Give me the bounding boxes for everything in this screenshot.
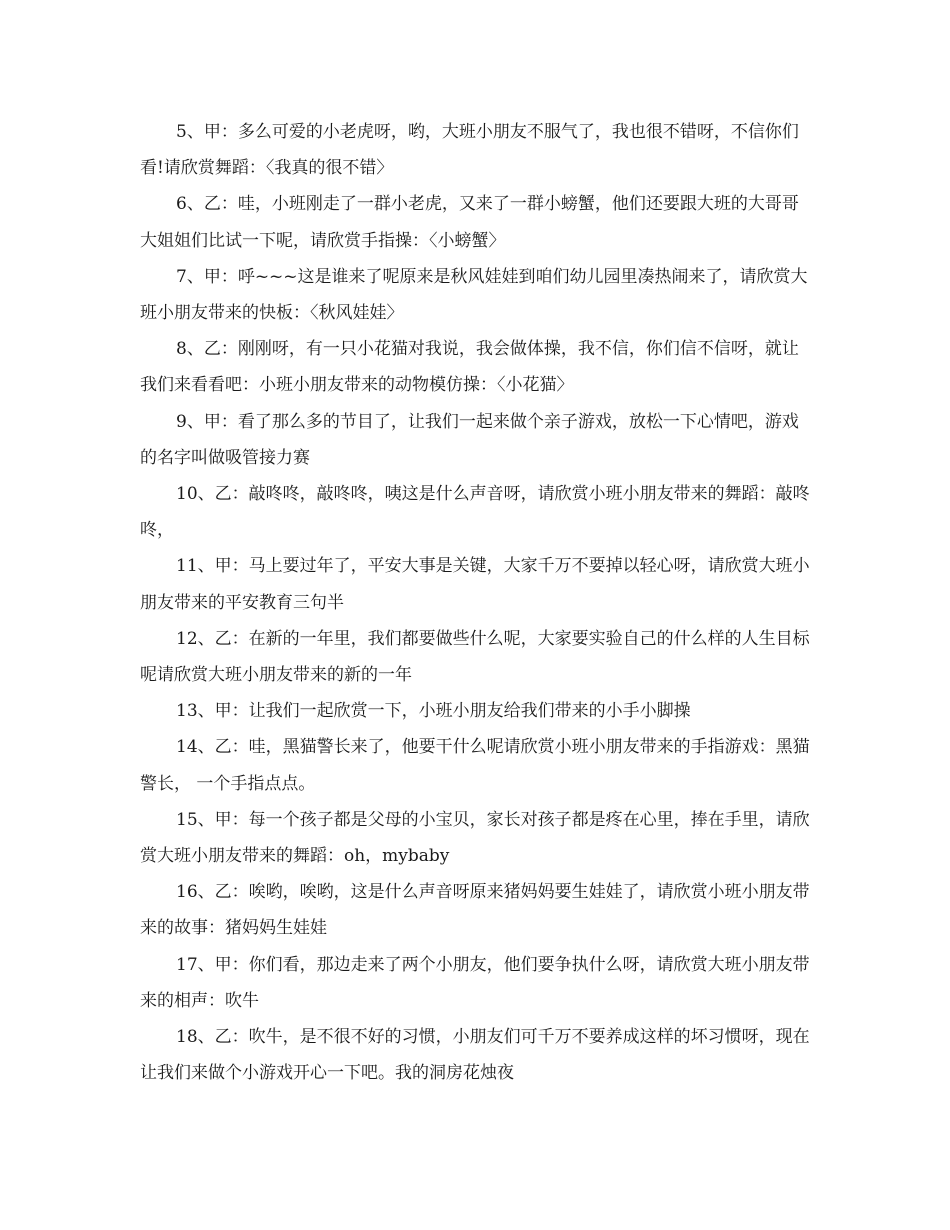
paragraph-12: 12、乙：在新的一年里，我们都要做些什么呢，大家要实验自己的什么样的人生目标呢请欣赏大班小朋友带来的新的一年: [140, 628, 810, 686]
paragraph-7: 7、甲：呼~~~这是谁来了呢原来是秋风娃娃到咱们幼儿园里凑热闹来了，请欣赏大班小朋友带来的快板：〈秋风娃娃〉: [140, 266, 808, 324]
paragraph-11: 11、甲：马上要过年了，平安大事是关键，大家千万不要掉以轻心呀，请欣赏大班小朋友带来的平安教育三句半: [140, 556, 810, 613]
paragraph-17: 17、甲：你们看，那边走来了两个小朋友，他们要争执什么呀，请欣赏大班小朋友带来的相声：吹牛: [140, 954, 810, 1011]
paragraph-13: 13、甲：让我们一起欣赏一下，小班小朋友给我们带来的小手小脚操: [176, 701, 691, 722]
document-page: [140, 114, 812, 1091]
paragraph-9: 9、甲：看了那么多的节目了，让我们一起来做个亲子游戏，放松一下心情吧，游戏的名字叫做吸管接力赛: [140, 411, 799, 468]
paragraph-6: 6、乙：哇，小班刚走了一群小老虎，又来了一群小螃蟹，他们还要跟大班的大哥哥大姐姐们比试一下呢，请欣赏手指操：〈小螃蟹〉: [140, 194, 799, 251]
paragraph-10: 10、乙：敲咚咚，敲咚咚，咦这是什么声音呀，请欣赏小班小朋友带来的舞蹈：敲咚咚，: [140, 484, 810, 541]
paragraph-18: 18、乙：吹牛，是不很不好的习惯，小朋友们可千万不要养成这样的坏习惯呀，现在让我们来做个小游戏开心一下吧。我的洞房花烛夜: [140, 1027, 810, 1084]
paragraph-16: 16、乙：唉哟，唉哟，这是什么声音呀原来猪妈妈要生娃娃了，请欣赏小班小朋友带来的故事：猪妈妈生娃娃: [140, 882, 810, 939]
paragraph-5: 5、甲：多么可爱的小老虎呀，哟，大班小朋友不服气了，我也很不错呀，不信你们看!请欣赏舞蹈：〈我真的很不错〉: [140, 122, 799, 179]
paragraph-14: 14、乙：哇，黑猫警长来了，他要干什么呢请欣赏小班小朋友带来的手指游戏：黑猫警长， 一个手指点点。: [140, 737, 810, 794]
paragraph-15: 15、甲：每一个孩子都是父母的小宝贝，家长对孩子都是疼在心里，捧在手里，请欣赏大班小朋友带来的舞蹈：oh，mybaby: [140, 809, 810, 867]
paragraph-8: 8、乙：刚刚呀，有一只小花猫对我说，我会做体操，我不信，你们信不信呀，就让我们来看看吧：小班小朋友带来的动物模仿操：〈小花猫〉: [140, 339, 799, 396]
